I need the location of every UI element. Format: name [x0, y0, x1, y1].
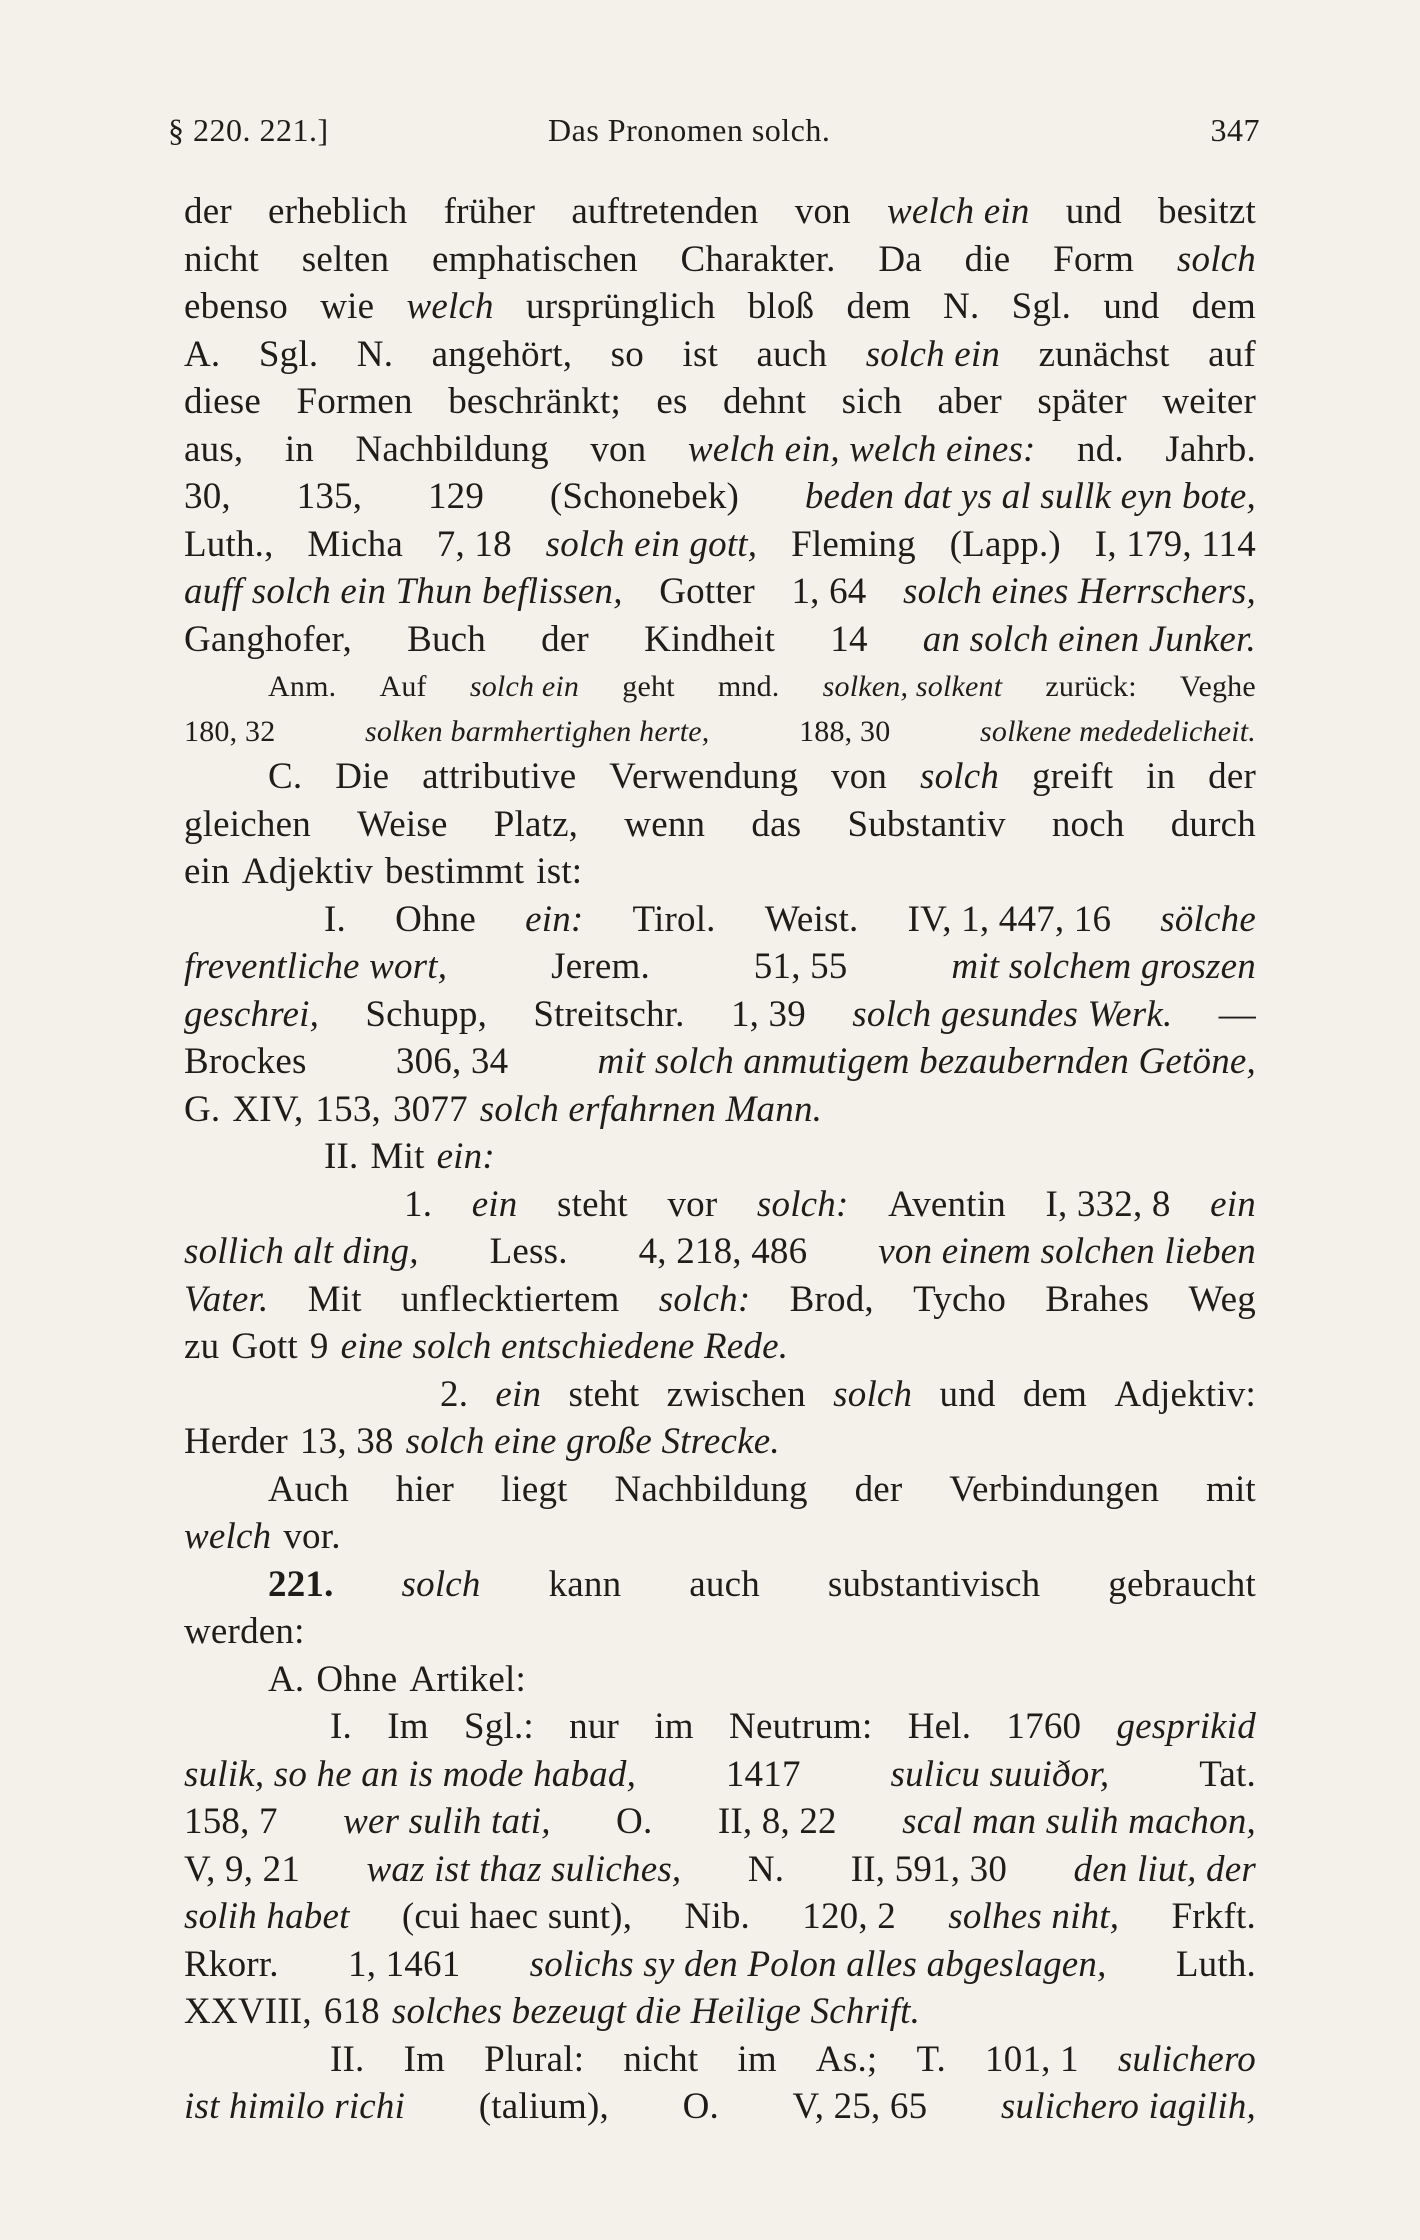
text-run: Im	[403, 2038, 446, 2080]
text-run: sollich alt ding,	[184, 1231, 419, 1272]
text-line	[184, 521, 1256, 569]
text-run: 1.	[404, 1183, 433, 1225]
text-run: Jahrb.	[1165, 428, 1256, 470]
text-run: Sgl.	[1011, 286, 1072, 327]
text-line	[184, 1608, 1256, 1656]
text-run: ein	[1210, 1183, 1256, 1225]
text-run: solch gesundes Werk.	[852, 993, 1173, 1035]
text-line	[184, 331, 1256, 379]
text-run: diese	[184, 381, 262, 422]
text-run: G.	[184, 1088, 221, 1130]
text-run: im	[737, 2038, 777, 2080]
annotation-line	[184, 708, 1256, 753]
text-run: Plural:	[484, 2038, 585, 2080]
text-run: sölche	[1160, 898, 1256, 940]
text-run: (cui haec sunt),	[401, 1896, 633, 1937]
text-run: kann	[548, 1563, 622, 1605]
text-run: unflecktiertem	[400, 1278, 620, 1320]
text-run: II, 8, 22	[717, 1801, 837, 1842]
text-line	[184, 1893, 1256, 1941]
text-run: Kindheit	[644, 618, 776, 660]
text-run: von	[794, 191, 851, 232]
annotation-line	[184, 663, 1256, 708]
text-run: nd.	[1077, 428, 1124, 470]
text-run: Tycho	[913, 1278, 1007, 1320]
text-run: (talium),	[478, 2086, 609, 2127]
text-run: Die	[335, 756, 390, 797]
text-run: O.	[616, 1801, 653, 1842]
text-run: auch	[756, 333, 828, 375]
text-run: I, 332, 8	[1045, 1183, 1171, 1225]
page-number: 347	[1210, 112, 1260, 148]
text-run: sulichero iagilih,	[1000, 2086, 1256, 2127]
text-run: beden dat ys al sullk eyn bote,	[804, 476, 1256, 517]
text-run: solch	[401, 1563, 481, 1605]
text-run: hier	[395, 1468, 455, 1510]
text-run: sulichero	[1117, 2038, 1256, 2080]
text-run: Tirol.	[632, 898, 716, 940]
text-run: T.	[916, 2038, 946, 2080]
text-run: 120, 2	[802, 1896, 896, 1937]
text-run: II, 591, 30	[850, 1848, 1008, 1890]
text-run: N.	[943, 286, 980, 327]
text-run: IV, 1, 447, 16	[907, 898, 1112, 940]
text-run: gesprikid	[1116, 1706, 1256, 1747]
text-run: 618	[323, 1991, 380, 2032]
text-run: Anm.	[268, 670, 337, 703]
text-run: dem	[1191, 286, 1256, 327]
text-run: zu	[184, 1326, 220, 1367]
text-line	[184, 236, 1256, 284]
text-run: Nachbildung	[614, 1468, 808, 1510]
text-run: Nib.	[684, 1896, 750, 1937]
text-run: Artikel:	[409, 1658, 527, 1700]
text-run: wie	[320, 286, 375, 327]
text-run: Mit	[370, 1136, 425, 1177]
text-run: freventliche wort,	[184, 946, 448, 987]
text-run: 1, 64	[791, 571, 867, 612]
text-run: solch	[833, 1373, 913, 1415]
text-run: dehnt	[723, 381, 807, 422]
text-line	[184, 1228, 1256, 1276]
text-run: das	[751, 803, 802, 845]
text-run: bestimmt	[384, 851, 525, 892]
text-run: 7, 18	[436, 523, 512, 565]
text-run: sulik, so he an is mode habad,	[184, 1753, 637, 1795]
text-run: Formen	[296, 381, 413, 422]
text-run: welch ein	[887, 191, 1030, 232]
text-run: solkene mededelicheit.	[980, 715, 1256, 748]
text-run: ursprünglich	[526, 286, 716, 327]
text-run: 135,	[296, 476, 363, 517]
text-run: dem	[846, 286, 911, 327]
text-run: gleichen	[184, 803, 311, 845]
text-run: Charakter.	[680, 238, 836, 280]
text-run: welch	[184, 1516, 272, 1557]
text-run: solch eine große Strecke.	[405, 1421, 780, 1462]
text-run: in	[284, 428, 315, 470]
text-run: die	[964, 238, 1011, 280]
text-run: 180, 32	[184, 715, 276, 748]
text-run: solch ein	[469, 670, 580, 703]
text-run: N.	[747, 1848, 785, 1890]
text-run: Verbindungen	[949, 1468, 1160, 1510]
text-run: ebenso	[184, 286, 288, 327]
text-line	[184, 1941, 1256, 1989]
text-line	[184, 991, 1256, 1039]
text-run: Weist.	[764, 898, 859, 940]
text-run: O.	[682, 2086, 719, 2127]
text-run: auff solch ein Thun beflissen,	[184, 571, 623, 612]
text-run: (Schonebek)	[549, 476, 740, 517]
text-line	[184, 2083, 1256, 2131]
body-text	[184, 188, 1256, 2131]
text-run: V, 25, 65	[792, 2086, 928, 2127]
text-line	[184, 188, 1256, 236]
section-number: 221.	[268, 1563, 334, 1605]
text-run: solch:	[658, 1278, 751, 1320]
text-run: wenn	[624, 803, 706, 845]
text-run: attributive	[422, 756, 577, 797]
text-line	[184, 1656, 1256, 1704]
text-run: I.	[324, 898, 346, 940]
section-marker: § 220. 221.]	[168, 112, 329, 148]
text-run: werden:	[184, 1611, 305, 1652]
text-run: waz ist thaz suliches,	[366, 1848, 682, 1890]
text-run: durch	[1170, 803, 1256, 845]
text-run: welch ein, welch eines:	[687, 428, 1036, 470]
text-run: solch	[1176, 238, 1256, 280]
text-run: von	[831, 756, 888, 797]
text-run: Auf	[379, 670, 427, 703]
text-run: steht	[568, 1373, 640, 1415]
text-run: Schupp,	[365, 993, 488, 1035]
text-run: 4, 218, 486	[638, 1231, 808, 1272]
text-run: Ohne	[316, 1658, 398, 1700]
text-run: Auch	[268, 1468, 349, 1510]
text-run: 101, 1	[985, 2038, 1079, 2080]
text-run: selten	[301, 238, 390, 280]
text-run: solih habet	[184, 1896, 350, 1937]
text-run: I.	[330, 1706, 352, 1747]
text-run: besitzt	[1157, 191, 1256, 232]
text-run: 2.	[440, 1373, 469, 1415]
text-run: Aventin	[888, 1183, 1006, 1225]
text-run: Gott	[231, 1326, 298, 1367]
text-run: V, 9, 21	[184, 1848, 301, 1890]
text-run: solch erfahrnen Mann.	[479, 1088, 823, 1130]
text-line	[184, 848, 1256, 896]
text-run: Mit	[307, 1278, 362, 1320]
text-run: solhes niht,	[948, 1896, 1120, 1937]
text-line	[184, 2036, 1256, 2084]
text-run: sulicu suuiðor,	[890, 1753, 1110, 1795]
text-line	[184, 1846, 1256, 1894]
text-run: der	[541, 618, 589, 660]
text-run: zurück:	[1045, 670, 1137, 703]
text-run: ein	[495, 1373, 542, 1415]
text-run: Adjektiv	[241, 851, 373, 892]
text-run: scal man sulih machon,	[902, 1801, 1256, 1842]
text-run: von	[590, 428, 647, 470]
text-line	[184, 896, 1256, 944]
text-run: beschränkt;	[448, 381, 621, 422]
text-run: vor.	[283, 1516, 341, 1557]
text-run: ein	[471, 1183, 518, 1225]
text-run: Buch	[407, 618, 486, 660]
text-run: mit	[1205, 1468, 1256, 1510]
text-run: Im	[387, 1706, 429, 1747]
text-run: 153,	[315, 1088, 381, 1130]
text-run: Rkorr.	[184, 1943, 279, 1985]
text-run: noch	[1051, 803, 1125, 845]
text-run: 51, 55	[753, 946, 848, 987]
text-run: emphatischen	[431, 238, 638, 280]
text-run: Substantiv	[847, 803, 1006, 845]
text-run: vor	[667, 1183, 718, 1225]
text-run: welch	[406, 286, 494, 327]
text-run: eine solch entschiedene Rede.	[340, 1326, 789, 1367]
text-run: II.	[330, 2038, 365, 2080]
text-run: ein	[184, 851, 230, 892]
text-run: XXVIII,	[184, 1991, 312, 2032]
text-run: Luth.,	[184, 523, 274, 565]
text-line	[184, 568, 1256, 616]
text-run: Hel.	[907, 1706, 972, 1747]
text-line	[184, 1086, 1256, 1134]
text-run: Form	[1053, 238, 1135, 280]
text-run: greift	[1031, 756, 1114, 797]
text-run: substantivisch	[827, 1563, 1041, 1605]
text-line	[184, 1751, 1256, 1799]
text-run: früher	[443, 191, 536, 232]
text-run: Streitschr.	[533, 993, 685, 1035]
text-run: geschrei,	[184, 993, 320, 1035]
text-line	[184, 801, 1256, 849]
text-run: Ohne	[395, 898, 477, 940]
text-line	[184, 1798, 1256, 1846]
text-run: A.	[184, 333, 221, 375]
text-run: 1417	[725, 1753, 801, 1795]
section-start-line	[184, 1561, 1256, 1609]
text-line	[184, 1988, 1256, 2036]
text-run: Veghe	[1179, 670, 1256, 703]
text-line	[184, 616, 1256, 664]
text-line	[184, 473, 1256, 521]
text-run: solch	[919, 756, 1000, 797]
text-line	[184, 1703, 1256, 1751]
text-run: Frkft.	[1171, 1896, 1256, 1937]
text-run: in	[1146, 756, 1176, 797]
text-run: aber	[937, 381, 1002, 422]
text-line	[184, 426, 1256, 474]
text-run: zunächst	[1038, 333, 1170, 375]
text-run: Gotter	[659, 571, 755, 612]
text-run: Less.	[489, 1231, 568, 1272]
text-run: und	[1103, 286, 1160, 327]
text-run: sich	[841, 381, 903, 422]
text-run: Brockes	[184, 1041, 307, 1082]
text-run: dem	[1022, 1373, 1088, 1415]
text-run: (Lapp.)	[949, 523, 1061, 565]
text-run: Fleming	[791, 523, 916, 565]
text-line	[184, 1038, 1256, 1086]
text-run: N.	[356, 333, 394, 375]
text-run: Jerem.	[551, 946, 650, 987]
text-run: es	[656, 381, 688, 422]
text-run: solch ein	[865, 333, 1001, 375]
running-header	[168, 108, 1260, 152]
text-run: auch	[689, 1563, 760, 1605]
text-run: Tat.	[1199, 1753, 1256, 1795]
text-run: 1, 1461	[348, 1943, 461, 1985]
text-run: Brod,	[789, 1278, 874, 1320]
text-run: geht	[622, 670, 675, 703]
text-run: ist	[682, 333, 719, 375]
text-line	[184, 753, 1256, 801]
text-run: weiter	[1162, 381, 1256, 422]
text-run: 1, 39	[730, 993, 806, 1035]
text-line	[184, 1466, 1256, 1514]
text-run: ein:	[436, 1136, 495, 1177]
text-run: wer sulih tati,	[343, 1801, 551, 1842]
text-run: Weise	[357, 803, 448, 845]
text-run: den liut, der	[1073, 1848, 1256, 1890]
text-run: solken, solkent	[822, 670, 1003, 703]
text-run: und	[1065, 191, 1122, 232]
page-heading: Das Pronomen solch.	[548, 112, 831, 148]
text-run: solch eines Herrschers,	[903, 571, 1256, 612]
text-run: solch ein gott,	[545, 523, 758, 565]
text-run: der	[1208, 756, 1256, 797]
text-run: solichs sy den Polon alles abgeslagen,	[529, 1943, 1107, 1985]
text-run: erheblich	[267, 191, 408, 232]
text-run: A.	[268, 1658, 305, 1700]
text-line	[184, 283, 1256, 331]
text-run: so	[610, 333, 644, 375]
text-run: Vater.	[184, 1278, 269, 1320]
text-run: solch:	[756, 1183, 849, 1225]
text-run: steht	[557, 1183, 628, 1225]
text-run: I, 179, 114	[1094, 523, 1256, 565]
text-run: Da	[878, 238, 922, 280]
text-run: solken barmhertighen herte,	[364, 715, 710, 748]
text-run: im	[654, 1706, 694, 1747]
text-run: Neutrum:	[729, 1706, 873, 1747]
text-run: und	[939, 1373, 996, 1415]
text-run: gebraucht	[1108, 1563, 1256, 1605]
text-run: 30,	[184, 476, 231, 517]
text-run: bloß	[747, 286, 815, 327]
text-run: von einem solchen lieben	[878, 1231, 1256, 1272]
text-run: liegt	[500, 1468, 568, 1510]
text-run: mit solchem groszen	[951, 946, 1256, 987]
text-run: solches bezeugt die Heilige Schrift.	[391, 1991, 921, 2032]
text-run: Sgl.:	[464, 1706, 534, 1747]
text-run: 129	[427, 476, 485, 517]
text-run: XIV,	[232, 1088, 304, 1130]
text-run: 306, 34	[395, 1041, 509, 1082]
text-run: mit solch anmutigem bezaubernden Getöne,	[597, 1041, 1256, 1082]
text-run: nicht	[623, 2038, 699, 2080]
text-run: Herder	[184, 1421, 288, 1462]
text-run: Weg	[1188, 1278, 1256, 1320]
text-run: As.;	[815, 2038, 878, 2080]
text-run: ist:	[536, 851, 583, 892]
text-run: auf	[1208, 333, 1256, 375]
text-run: 14	[830, 618, 868, 660]
text-run: nur	[569, 1706, 620, 1747]
text-run: Brahes	[1045, 1278, 1150, 1320]
text-line	[184, 1513, 1256, 1561]
text-run: zwischen	[666, 1373, 806, 1415]
text-run: mnd.	[717, 670, 780, 703]
text-run: später	[1037, 381, 1127, 422]
text-run: Verwendung	[609, 756, 799, 797]
text-run: 9	[309, 1326, 329, 1367]
text-run: Ganghofer,	[184, 618, 352, 660]
text-run: 13, 38	[299, 1421, 394, 1462]
text-line	[184, 1418, 1256, 1466]
text-line	[184, 1276, 1256, 1324]
text-run: II.	[324, 1136, 359, 1177]
text-line	[184, 1133, 1256, 1181]
text-line	[184, 1181, 1256, 1229]
text-run: auftretenden	[571, 191, 759, 232]
text-run: aus,	[184, 428, 244, 470]
text-run: C.	[268, 756, 303, 797]
text-line	[184, 943, 1256, 991]
text-run: 158, 7	[184, 1801, 278, 1842]
text-run: 1760	[1006, 1706, 1082, 1747]
text-line	[184, 378, 1256, 426]
text-run: Nachbildung	[355, 428, 549, 470]
text-run: Luth.	[1175, 1943, 1256, 1985]
text-run: Micha	[307, 523, 403, 565]
text-run: Adjektiv:	[1114, 1373, 1256, 1415]
text-run: —	[1218, 993, 1256, 1035]
text-run: Platz,	[493, 803, 579, 845]
text-line	[184, 1371, 1256, 1419]
text-run: der	[184, 191, 232, 232]
text-line	[184, 1323, 1256, 1371]
text-run: 3077	[392, 1088, 468, 1130]
text-run: angehört,	[431, 333, 573, 375]
text-run: 188, 30	[799, 715, 891, 748]
text-run: ein:	[525, 898, 584, 940]
text-run: nicht	[184, 238, 259, 280]
text-run: Sgl.	[258, 333, 319, 375]
text-run: an solch einen Junker.	[922, 618, 1256, 660]
text-run: ist himilo richi	[184, 2086, 406, 2127]
text-run: der	[854, 1468, 903, 1510]
